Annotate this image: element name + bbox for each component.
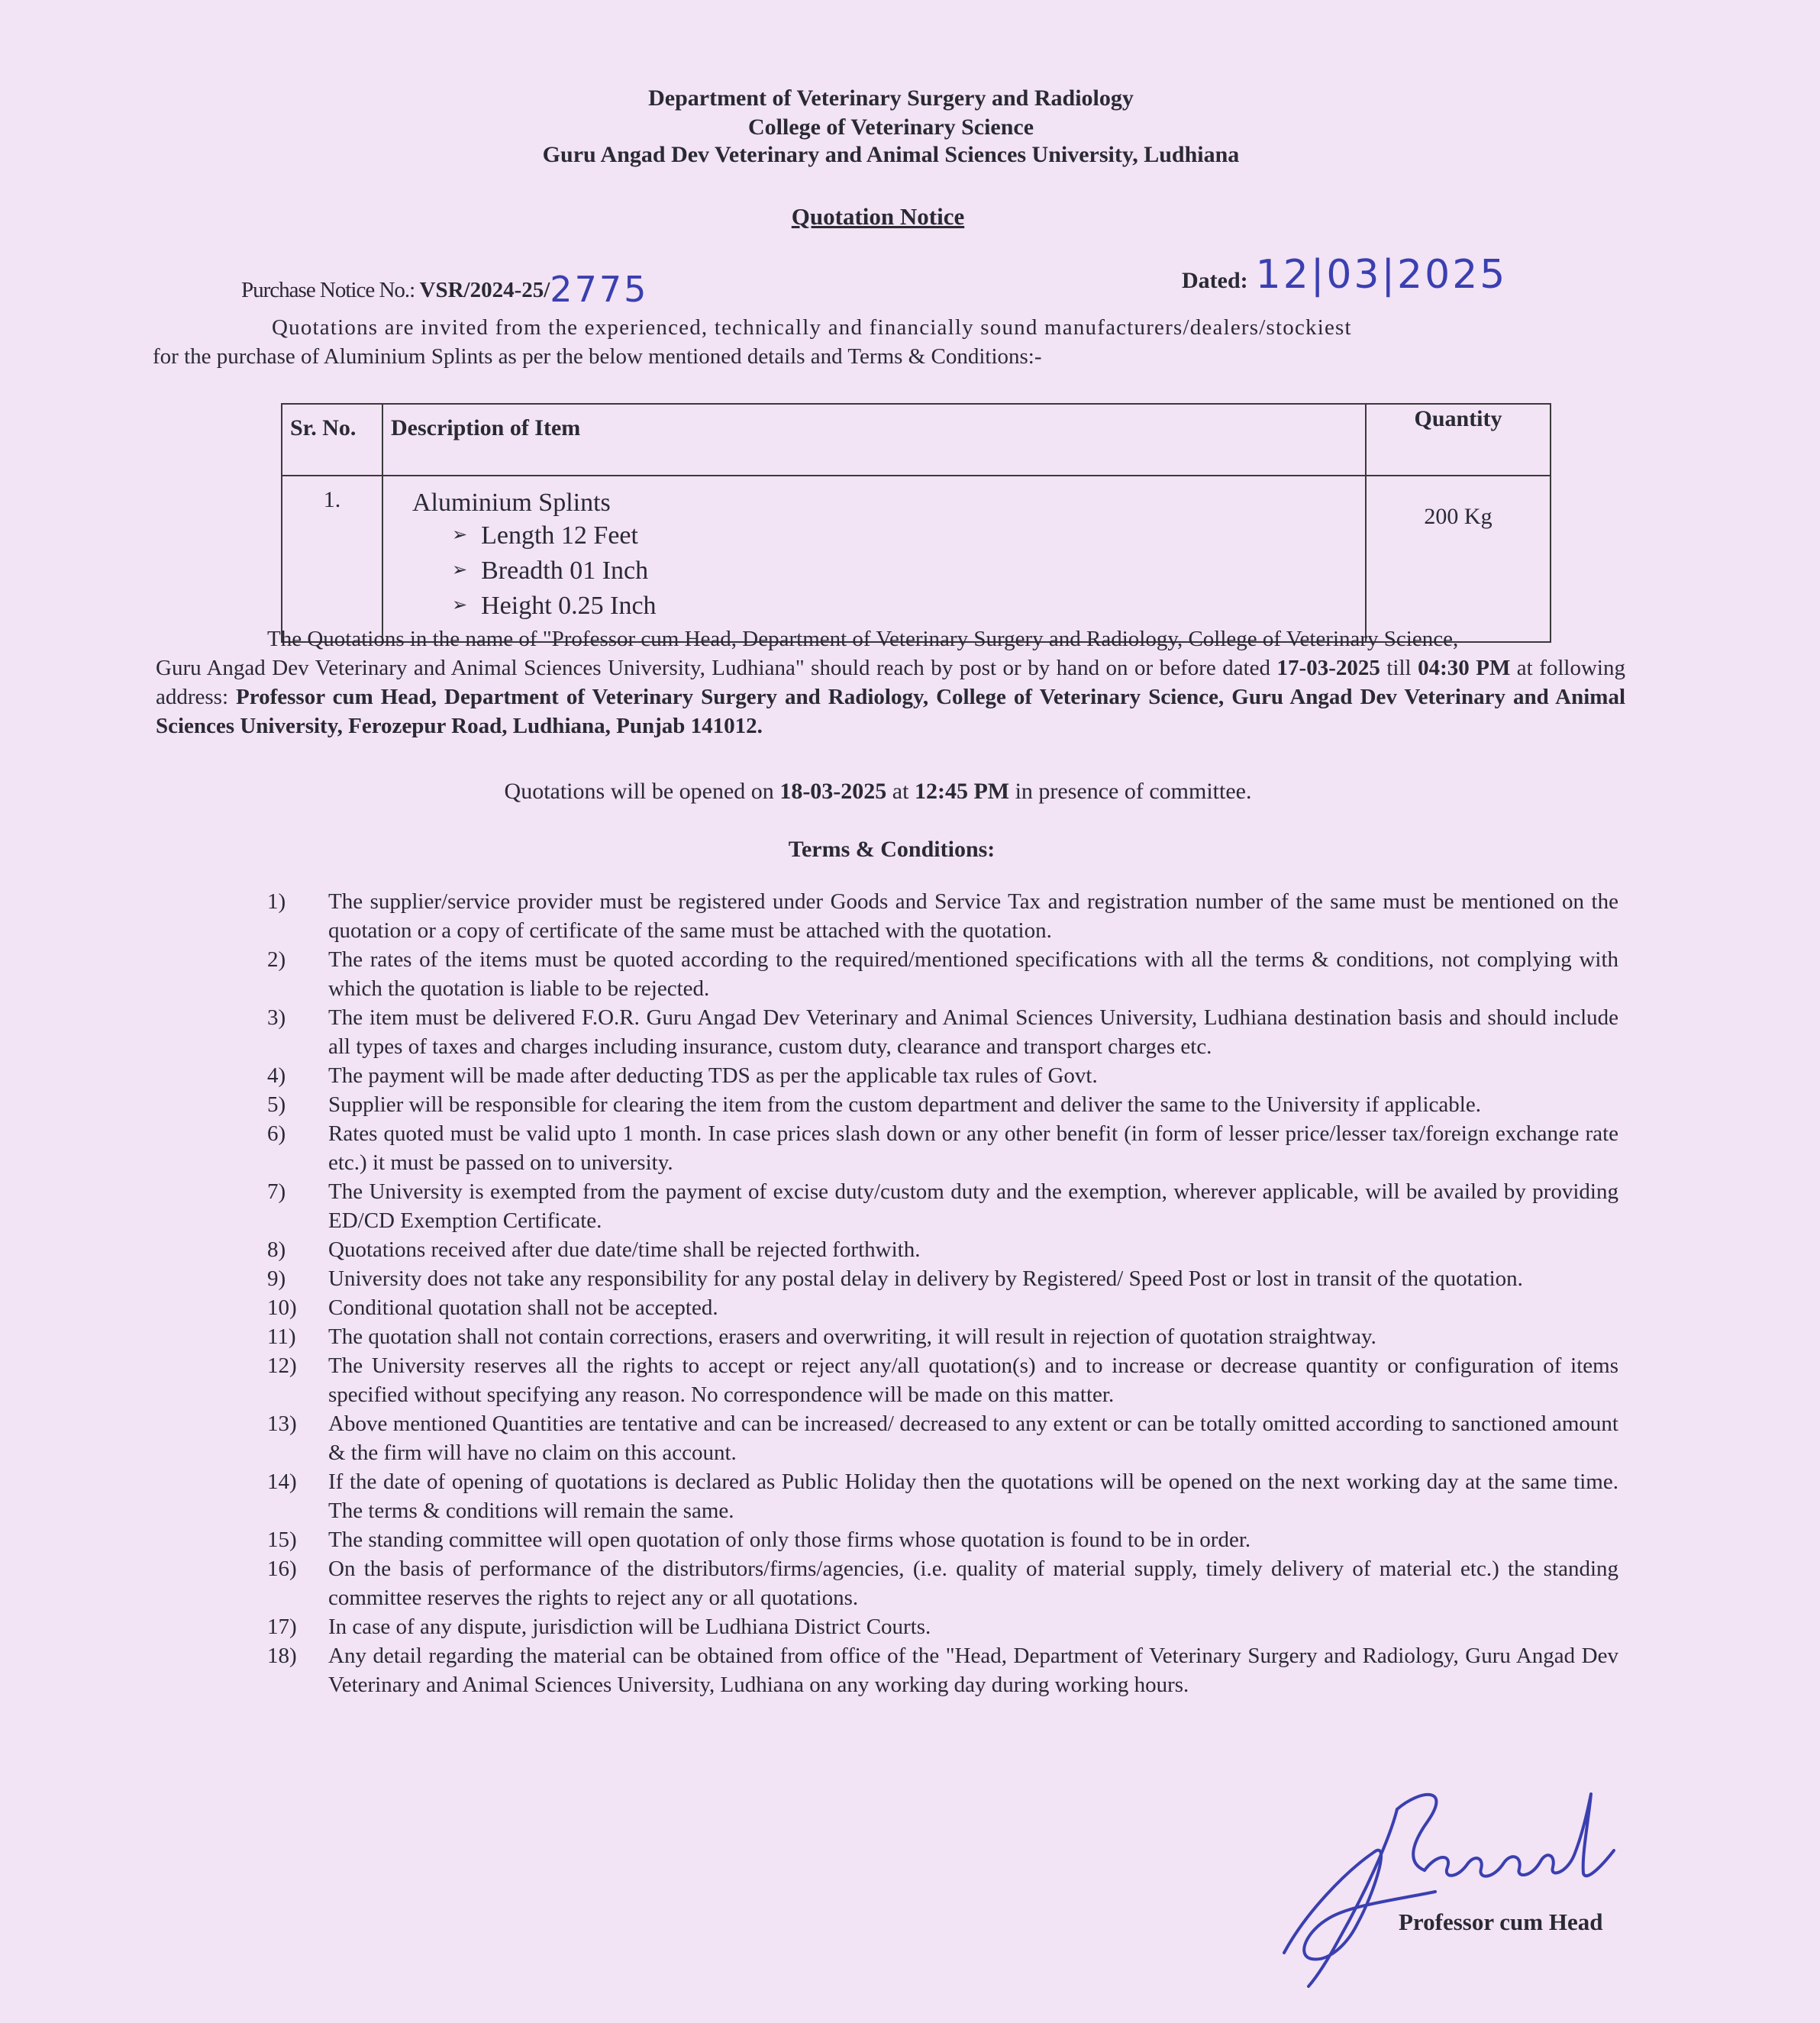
header-quantity: Quantity (1366, 404, 1551, 476)
term-text: Conditional quotation shall not be accepted. (328, 1295, 718, 1320)
table-header-row (282, 404, 1551, 476)
page-title: Quotation Notice (791, 203, 965, 230)
term-text: On the basis of performance of the distributors/firms/agencies, (i.e. quality of material supply, timely delivery of material etc.) the standing committee reserves the rights to reject any or all quotations. (328, 1557, 1618, 1610)
term-text: The University reserves all the rights to accept or reject any/all quotation(s) and to increase or decrease quantity or configuration of items specified without specifying any reason. No correspondence will be made on this matter. (328, 1354, 1618, 1407)
term-text: The quotation shall not contain corrections, erasers and overwriting, it will result in rejection of quotation straightway. (328, 1324, 1376, 1349)
term-text: The payment will be made after deducting TDS as per the applicable tax rules of Govt. (328, 1063, 1098, 1088)
arrow-bullet-icon: ➢ (452, 524, 468, 545)
term-text: The standing committee will open quotation of only those firms whose quotation is found to be in order. (328, 1528, 1251, 1552)
purchase-notice-prefix: VSR/2024-25/ (419, 278, 550, 302)
cell-description (382, 476, 1366, 642)
list-item (267, 945, 1618, 1003)
submission-text-1: The Quotations in the name of "Professor cum Head, Department of Veterinary Surgery and Radiology, College of Veterinary Science, (267, 627, 1459, 651)
list-item (267, 1525, 1618, 1554)
term-number: 3) (267, 1005, 286, 1030)
term-number: 4) (267, 1063, 286, 1088)
intro-paragraph (153, 313, 1622, 371)
list-item (267, 1612, 1618, 1641)
item-name: Aluminium Splints (412, 489, 611, 517)
spec-item (452, 519, 1357, 554)
list-item (267, 1177, 1618, 1235)
header-sr-no: Sr. No. (282, 404, 382, 476)
list-item (267, 1467, 1618, 1525)
list-item (267, 1119, 1618, 1177)
spec-item (452, 554, 1357, 589)
term-text: The University is exempted from the payment of excise duty/custom duty and the exemption, wherever applicable, will be availed by providing ED/CD Exemption Certificate. (328, 1179, 1618, 1233)
list-item (267, 1293, 1618, 1322)
submission-text-2: Guru Angad Dev Veterinary and Animal Sciences University, Ludhiana" should reach by post or by hand on or before dated (156, 656, 1277, 680)
submission-paragraph (156, 624, 1625, 740)
term-number: 13) (267, 1412, 297, 1436)
term-text: Above mentioned Quantities are tentative and can be increased/ decreased to any extent or can be totally omitted according to sanctioned amount & the firm will have no claim on this account. (328, 1412, 1618, 1465)
opening-time: 12:45 PM (914, 779, 1010, 804)
signatory-title: Professor cum Head (1399, 1908, 1603, 1935)
intro-line-2: for the purchase of Aluminium Splints as per the below mentioned details and Terms & Conditions:- (153, 344, 1042, 369)
term-text: University does not take any responsibility for any postal delay in delivery by Registered/ Speed Post or lost in transit of the quotation. (328, 1266, 1523, 1291)
spec-item (452, 589, 1357, 624)
purchase-notice-handwritten-number: 2775 (550, 269, 649, 310)
term-number: 6) (267, 1121, 286, 1146)
spec-breadth: Breadth 01 Inch (481, 557, 649, 585)
cell-sr-no: 1. (282, 476, 382, 642)
term-number: 17) (267, 1615, 297, 1639)
arrow-bullet-icon: ➢ (452, 559, 468, 580)
term-number: 15) (267, 1528, 297, 1552)
terms-list (267, 887, 1618, 1699)
list-item (267, 1003, 1618, 1061)
items-table (281, 403, 1551, 643)
term-number: 1) (267, 889, 286, 914)
list-item (267, 1554, 1618, 1612)
department-name: Department of Veterinary Surgery and Radiology (648, 86, 1134, 111)
university-name: Guru Angad Dev Veterinary and Animal Sciences University, Ludhiana (542, 142, 1240, 167)
opening-text-2: at (886, 779, 915, 804)
term-text: Quotations received after due date/time shall be rejected forthwith. (328, 1237, 921, 1262)
term-text: Supplier will be responsible for clearing the item from the custom department and deliver the same to the University if applicable. (328, 1092, 1481, 1117)
spec-length: Length 12 Feet (481, 521, 638, 550)
cell-quantity: 200 Kg (1366, 476, 1551, 642)
opening-text-1: Quotations will be opened on (504, 779, 780, 804)
terms-title: Terms & Conditions: (788, 837, 996, 862)
term-text: The item must be delivered F.O.R. Guru Angad Dev Veterinary and Animal Sciences University, Ludhiana destination basis and should include all types of taxes and charges including insurance, custom duty, clearance and transport charges etc. (328, 1005, 1618, 1059)
table-row (282, 476, 1551, 642)
opening-text-3: in presence of committee. (1009, 779, 1252, 804)
list-item (267, 1409, 1618, 1467)
term-number: 5) (267, 1092, 286, 1117)
term-text: In case of any dispute, jurisdiction will be Ludhiana District Courts. (328, 1615, 931, 1639)
dated-handwritten-value: 12|03|2025 (1255, 252, 1508, 298)
term-number: 9) (267, 1266, 286, 1291)
list-item (267, 1090, 1618, 1119)
term-text: Any detail regarding the material can be obtained from office of the "Head, Department of Veterinary Surgery and Radiology, Guru Angad Dev Veterinary and Animal Sciences University, Ludhiana on any working day during working hours. (328, 1644, 1618, 1697)
deadline-date: 17-03-2025 (1276, 656, 1380, 680)
term-text: If the date of opening of quotations is declared as Public Holiday then the quotations will be opened on the next working day at the same time. The terms & conditions will remain the same. (328, 1470, 1618, 1523)
term-number: 10) (267, 1295, 297, 1320)
notice-date (1182, 252, 1507, 298)
term-number: 18) (267, 1644, 297, 1668)
purchase-notice-number (241, 264, 649, 310)
term-text: The supplier/service provider must be registered under Goods and Service Tax and registration number of the same must be mentioned on the quotation or a copy of certificate of the same must be attached with the quotation. (328, 889, 1618, 943)
list-item (267, 1322, 1618, 1351)
college-name: College of Veterinary Science (747, 115, 1034, 140)
term-number: 7) (267, 1179, 286, 1204)
dated-label: Dated: (1182, 268, 1248, 293)
submission-text-4: at following address: (156, 656, 1625, 709)
intro-line-1: Quotations are invited from the experienced, technically and financially sound manufacturers/dealers/stockiest (272, 315, 1352, 340)
list-item (267, 1235, 1618, 1264)
term-number: 11) (267, 1324, 296, 1349)
term-text: Rates quoted must be valid upto 1 month. In case prices slash down or any other benefit (in form of lesser price/lesser tax/foreign exchange rate etc.) it must be passed on to university. (328, 1121, 1618, 1175)
opening-date: 18-03-2025 (779, 779, 887, 804)
purchase-notice-label: Purchase Notice No.: (241, 278, 420, 302)
term-number: 14) (267, 1470, 297, 1494)
list-item (267, 1641, 1618, 1699)
term-number: 16) (267, 1557, 297, 1581)
submission-address: Professor cum Head, Department of Veterinary Surgery and Radiology, College of Veterinary Science, Guru Angad Dev Veterinary and Animal Sciences University, Ferozepur Road, Ludhiana, Punjab 141012. (156, 685, 1626, 738)
spec-height: Height 0.25 Inch (481, 592, 657, 620)
arrow-bullet-icon: ➢ (452, 594, 468, 615)
list-item (267, 1351, 1618, 1409)
term-text: The rates of the items must be quoted according to the required/mentioned specifications with all the terms & conditions, not complying with which the quotation is liable to be rejected. (328, 947, 1618, 1001)
list-item (267, 1061, 1618, 1090)
term-number: 2) (267, 947, 286, 972)
deadline-time: 04:30 PM (1418, 656, 1511, 680)
term-number: 12) (267, 1354, 297, 1378)
submission-text-3: till (1380, 656, 1418, 680)
term-number: 8) (267, 1237, 286, 1262)
header-description: Description of Item (382, 404, 1366, 476)
opening-line (0, 777, 1756, 806)
list-item (267, 1264, 1618, 1293)
list-item (267, 887, 1618, 945)
signature-icon (1275, 1779, 1626, 1992)
